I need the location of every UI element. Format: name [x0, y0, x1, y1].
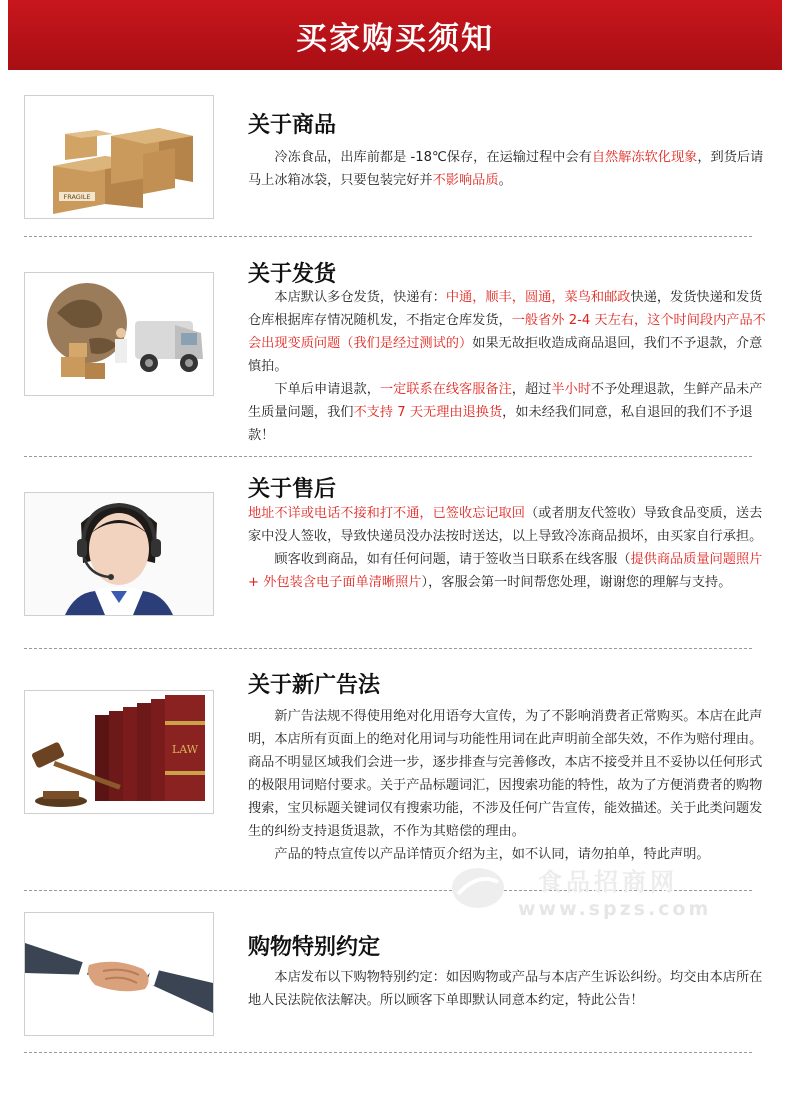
page-banner [8, 0, 782, 70]
section-body-product [248, 146, 768, 192]
watermark-name: 食品招商网 [538, 868, 678, 896]
shipping-paragraph-2: 下单后申请退款，一定联系在线客服备注，超过半小时不予处理退款，生鲜产品未产生质量问题，我们不支持 7 天无理由退换货，如未经我们同意，私自退回的我们不予退款！ [248, 382, 763, 443]
customer-service-headset-icon [25, 493, 213, 615]
section-body-adlaw [248, 705, 768, 866]
law-book-label: LAW [171, 743, 199, 756]
section-divider [24, 456, 752, 457]
section-body-shipping [248, 286, 768, 447]
watermark-url: www.spzs.com [518, 898, 712, 920]
adlaw-paragraph-2: 产品的特点宣传以产品详情页介绍为主，如不认同，请勿拍单，特此声明。 [274, 847, 710, 862]
agreement-paragraph-1: 本店发布以下购物特别约定：如因购物或产品与本店产生诉讼纠纷。均交由本店所在地人民法院依法解决。所以顾客下单即默认同意本约定，特此公告！ [248, 970, 763, 1008]
product-paragraph-1: 冷冻食品，出库前都是 -18℃保存，在运输过程中会有自然解冻软化现象，到货后请马上冰箱冰袋，只要包装完好并不影响品质。 [248, 150, 764, 188]
fragile-label: FRAGILE [63, 193, 91, 201]
section-image-service [24, 492, 214, 616]
aftersales-paragraph-2: 顾客收到商品，如有任何问题，请于签收当日联系在线客服（提供商品质量问题照片 + 外包装含电子面单清晰照片），客服会第一时间帮您处理，谢谢您的理解与支持。 [248, 552, 763, 590]
section-image-delivery [24, 272, 214, 396]
section-body-aftersales [248, 502, 768, 594]
handshake-icon [25, 913, 213, 1035]
section-divider [24, 1052, 752, 1053]
section-heading-shipping: 关于发货 [248, 262, 337, 287]
section-heading-aftersales: 关于售后 [248, 477, 337, 502]
section-image-law [24, 690, 214, 814]
section-image-handshake [24, 912, 214, 1036]
aftersales-paragraph-1: 地址不详或电话不接和打不通，已签收忘记取回（或者朋友代签收）导致食品变质，送去家中没人签收，导致快递员没办法按时送达，以上导致冷冻商品损坏，由买家自行承担。 [248, 506, 763, 544]
section-heading-adlaw: 关于新广告法 [248, 673, 381, 698]
section-divider [24, 648, 752, 649]
page-title: 买家购买须知 [296, 20, 494, 57]
watermark [450, 862, 730, 922]
section-heading-product: 关于商品 [248, 113, 337, 138]
adlaw-paragraph-1: 新广告法规不得使用绝对化用语夸大宣传，为了不影响消费者正常购买。本店在此声明，本店所有页面上的绝对化用词与功能性用词在此声明前全部失效，不作为赔付理由。商品不明显区域我们会进一步，逐步排查与完善修改，本店不接受并且不妥协以任何形式的极限用词赔付要求。关于产品标题词汇，因搜索功能的特性，故为了方便消费者的购物搜索，宝贝标题关键词仅有搜索功能，不涉及任何广告宣传，能效描述。关于此类问题发生的纠纷支持退货退款，不作为其赔偿的理由。 [248, 709, 763, 839]
law-books-gavel-icon [25, 691, 213, 813]
watermark-logo-icon [450, 864, 506, 912]
globe-delivery-truck-icon [25, 273, 213, 395]
section-divider [24, 890, 752, 891]
section-heading-agreement: 购物特别约定 [248, 935, 381, 960]
section-body-agreement [248, 966, 768, 1012]
section-divider [24, 236, 752, 237]
shipping-paragraph-1: 本店默认多仓发货，快递有：中通，顺丰，圆通，菜鸟和邮政快递，发货快递和发货仓库根据库存情况随机发，不指定仓库发货，一般省外 2-4 天左右，这个时间段内产品不会出现变质问题（我们是经过测试的）如果无故拒收造成商品退回，我们不予退款，介意慎拍。 [248, 290, 766, 374]
section-image-boxes [24, 95, 214, 219]
cardboard-boxes-icon [25, 96, 213, 218]
